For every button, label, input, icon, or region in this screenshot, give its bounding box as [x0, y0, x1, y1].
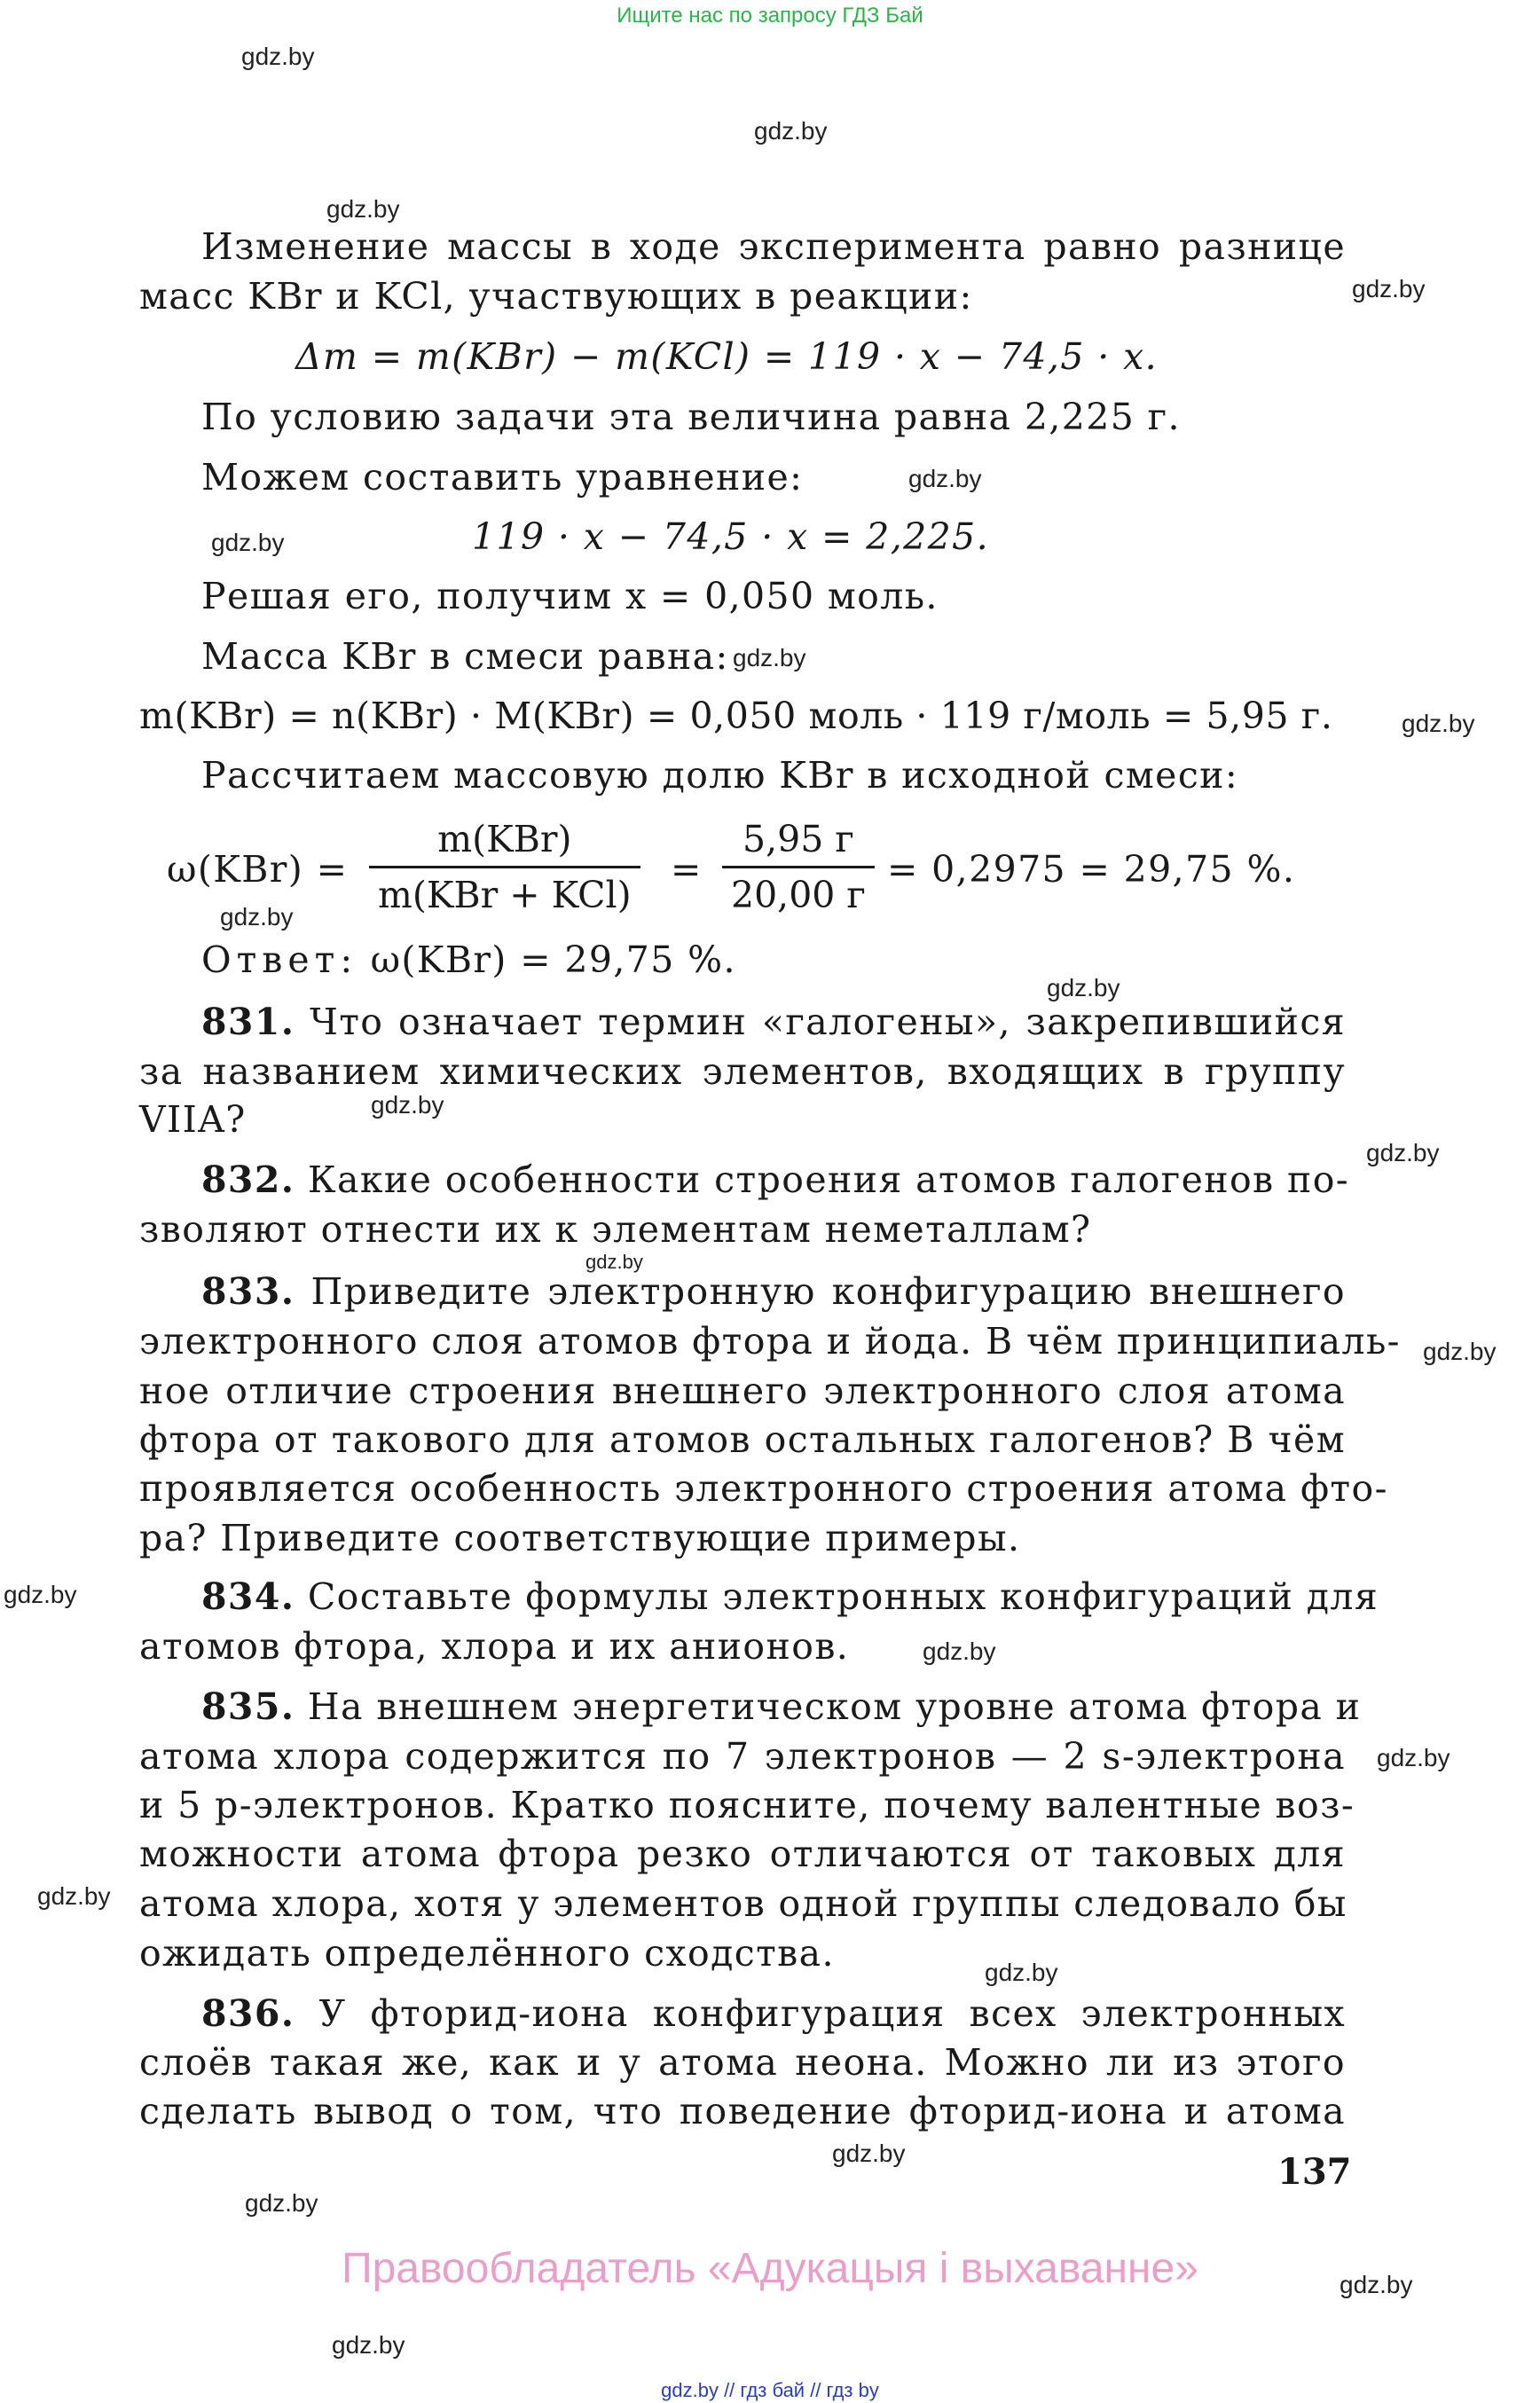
task-line: проявляется особенность электронного строения атома фто-	[139, 1467, 1388, 1510]
task-line: электронного слоя атомов фтора и йода. В чём принципиаль-	[139, 1320, 1401, 1362]
watermark: gdz.by	[585, 1251, 643, 1273]
watermark: gdz.by	[332, 2331, 405, 2359]
watermark: gdz.by	[908, 465, 982, 492]
text-line: Масса KBr в смеси равна:	[201, 635, 729, 678]
watermark: gdz.by	[733, 644, 806, 671]
task-line: VIIA?	[139, 1098, 247, 1141]
fraction	[722, 818, 875, 916]
task-line: 836. У фторид-иона конфигурация всех электронных	[201, 1992, 1346, 2035]
equation-rhs: = 0,2975 = 29,75 %.	[887, 848, 1296, 891]
text-line: Решая его, получим x = 0,050 моль.	[201, 575, 939, 617]
watermark: gdz.by	[985, 1959, 1058, 1986]
answer-label: Ответ:	[201, 938, 358, 981]
task-line: за названием химических элементов, входящих в группу	[139, 1050, 1346, 1093]
watermark: gdz.by	[754, 117, 828, 145]
fraction-numerator: m(KBr)	[437, 818, 572, 860]
task-line: атомов фтора, хлора и их анионов.	[139, 1625, 850, 1668]
task-line: ное отличие строения внешнего электронного слоя атома	[139, 1370, 1346, 1412]
answer	[201, 938, 736, 981]
watermark: gdz.by	[832, 2140, 906, 2167]
text-line: масс KBr и KCl, участвующих в реакции:	[139, 275, 973, 318]
page-number: 137	[1277, 2151, 1352, 2193]
answer-value: ω(KBr) = 29,75 %.	[370, 938, 736, 981]
watermark: gdz.by	[1377, 1744, 1450, 1771]
watermark: gdz.by	[211, 529, 285, 556]
fraction	[369, 818, 640, 916]
watermark: gdz.by	[923, 1637, 996, 1665]
task-line: сделать вывод о том, что поведение фторид-иона и атома	[139, 2090, 1346, 2132]
watermark: gdz.by	[1047, 974, 1120, 1001]
watermark: gdz.by	[4, 1581, 77, 1608]
task-line: ра? Приведите соответствующие примеры.	[139, 1517, 1021, 1559]
watermark: gdz.by	[241, 43, 315, 70]
watermark: gdz.by	[1423, 1338, 1497, 1365]
task-number: 832.	[201, 1158, 295, 1201]
task-number: 836.	[201, 1992, 295, 2035]
watermark: gdz.by	[245, 2189, 318, 2217]
equation-lhs: ω(KBr) =	[167, 848, 349, 891]
watermark: gdz.by	[37, 1882, 111, 1910]
task-line: можности атома фтора резко отличаются от таковых для	[139, 1833, 1346, 1875]
watermark: gdz.by	[1352, 275, 1426, 302]
text-line: Можем составить уравнение:	[201, 456, 804, 499]
text-line: По условию задачи эта величина равна 2,225 г.	[201, 396, 1181, 438]
task-line: зволяют отнести их к элементам неметаллам?	[139, 1208, 1092, 1251]
equation: Δm = m(KBr) − m(KCl) = 119 · x − 74,5 · x.	[295, 335, 1159, 378]
fraction-denominator: m(KBr + KCl)	[378, 874, 632, 916]
equals-sign: =	[671, 848, 703, 891]
watermark: gdz.by	[1340, 2271, 1413, 2298]
task-line: 832. Какие особенности строения атомов галогенов по-	[201, 1158, 1350, 1201]
equation: m(KBr) = n(KBr) · M(KBr) = 0,050 моль · 119 г/моль = 5,95 г.	[139, 695, 1333, 737]
task-line: атома хлора содержится по 7 электронов — 2 s-электрона	[139, 1735, 1346, 1778]
task-line: и 5 p-электронов. Кратко поясните, почему валентные воз-	[139, 1784, 1355, 1826]
text-line: Рассчитаем массовую долю KBr в исходной смеси:	[201, 754, 1239, 797]
fraction-numerator: 5,95 г	[742, 818, 854, 860]
watermark: gdz.by	[1366, 1139, 1440, 1166]
fraction-denominator: 20,00 г	[731, 874, 866, 916]
watermark: gdz.by	[1402, 710, 1475, 737]
task-number: 835.	[201, 1685, 295, 1728]
task-number: 831.	[201, 1001, 295, 1043]
task-line: 831. Что означает термин «галогены», закрепившийся	[201, 1001, 1346, 1043]
task-line: 834. Составьте формулы электронных конфигураций для	[201, 1575, 1379, 1618]
task-line: ожидать определённого сходства.	[139, 1932, 835, 1975]
footer-links[interactable]: gdz.by // гдз бай // гдз by	[661, 2379, 879, 2401]
task-line: 833. Приведите электронную конфигурацию внешнего	[201, 1270, 1347, 1313]
task-line: атома хлора, хотя у элементов одной группы следовало бы	[139, 1882, 1348, 1925]
search-note: Ищите нас по запросу ГДЗ Бай	[617, 4, 923, 27]
task-number: 833.	[201, 1270, 295, 1313]
watermark: gdz.by	[220, 903, 294, 931]
copyright-notice: Правообладатель «Адукацыя і выхаванне»	[342, 2245, 1198, 2292]
task-number: 834.	[201, 1575, 295, 1618]
watermark: gdz.by	[371, 1091, 444, 1119]
task-line: фтора от такового для атомов остальных галогенов? В чём	[139, 1418, 1346, 1461]
watermark: gdz.by	[326, 195, 400, 223]
text-line: Изменение массы в ходе эксперимента равно разнице	[201, 225, 1346, 268]
equation: 119 · x − 74,5 · x = 2,225.	[472, 515, 990, 558]
task-line: слоёв такая же, как и у атома неона. Можно ли из этого	[139, 2041, 1346, 2084]
task-line: 835. На внешнем энергетическом уровне атома фтора и	[201, 1685, 1362, 1728]
